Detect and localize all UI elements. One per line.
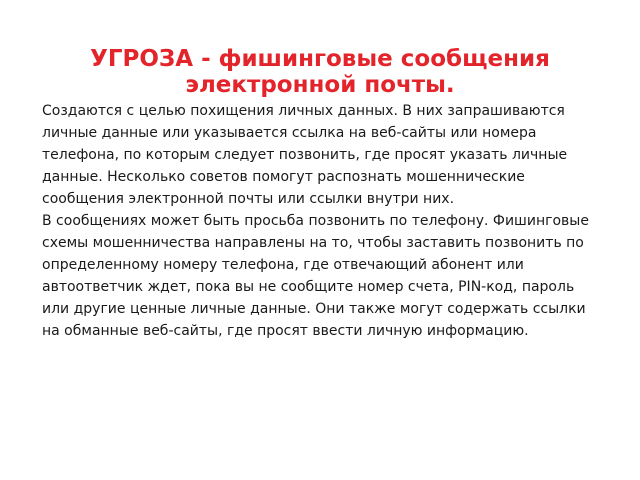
body-line: данные. Несколько советов помогут распознать мошеннические	[42, 169, 525, 185]
body-line: на обманные веб-сайты, где просят ввести личную информацию.	[42, 323, 529, 339]
body-line: Создаются с целью похищения личных данных. В них запрашиваются	[42, 103, 565, 119]
body-line: телефона, по которым следует позвонить, где просят указать личные	[42, 147, 568, 163]
body-line: автоответчик ждет, пока вы не сообщите номер счета, PIN-код, пароль	[42, 279, 575, 295]
slide-body	[42, 102, 610, 344]
body-line: определенному номеру телефона, где отвечающий абонент или	[42, 257, 524, 273]
body-line: схемы мошенничества направлены на то, чтобы заставить позвонить по	[42, 235, 584, 251]
body-line: личные данные или указывается ссылка на веб-сайты или номера	[42, 125, 537, 141]
body-line: сообщения электронной почты или ссылки внутри них.	[42, 191, 455, 207]
body-line: или другие ценные личные данные. Они также могут содержать ссылки	[42, 301, 586, 317]
slide-title: УГРОЗА - фишинговые сообщения электронной почты.	[90, 46, 550, 98]
body-line: В сообщениях может быть просьба позвонить по телефону. Фишинговые	[42, 213, 589, 229]
